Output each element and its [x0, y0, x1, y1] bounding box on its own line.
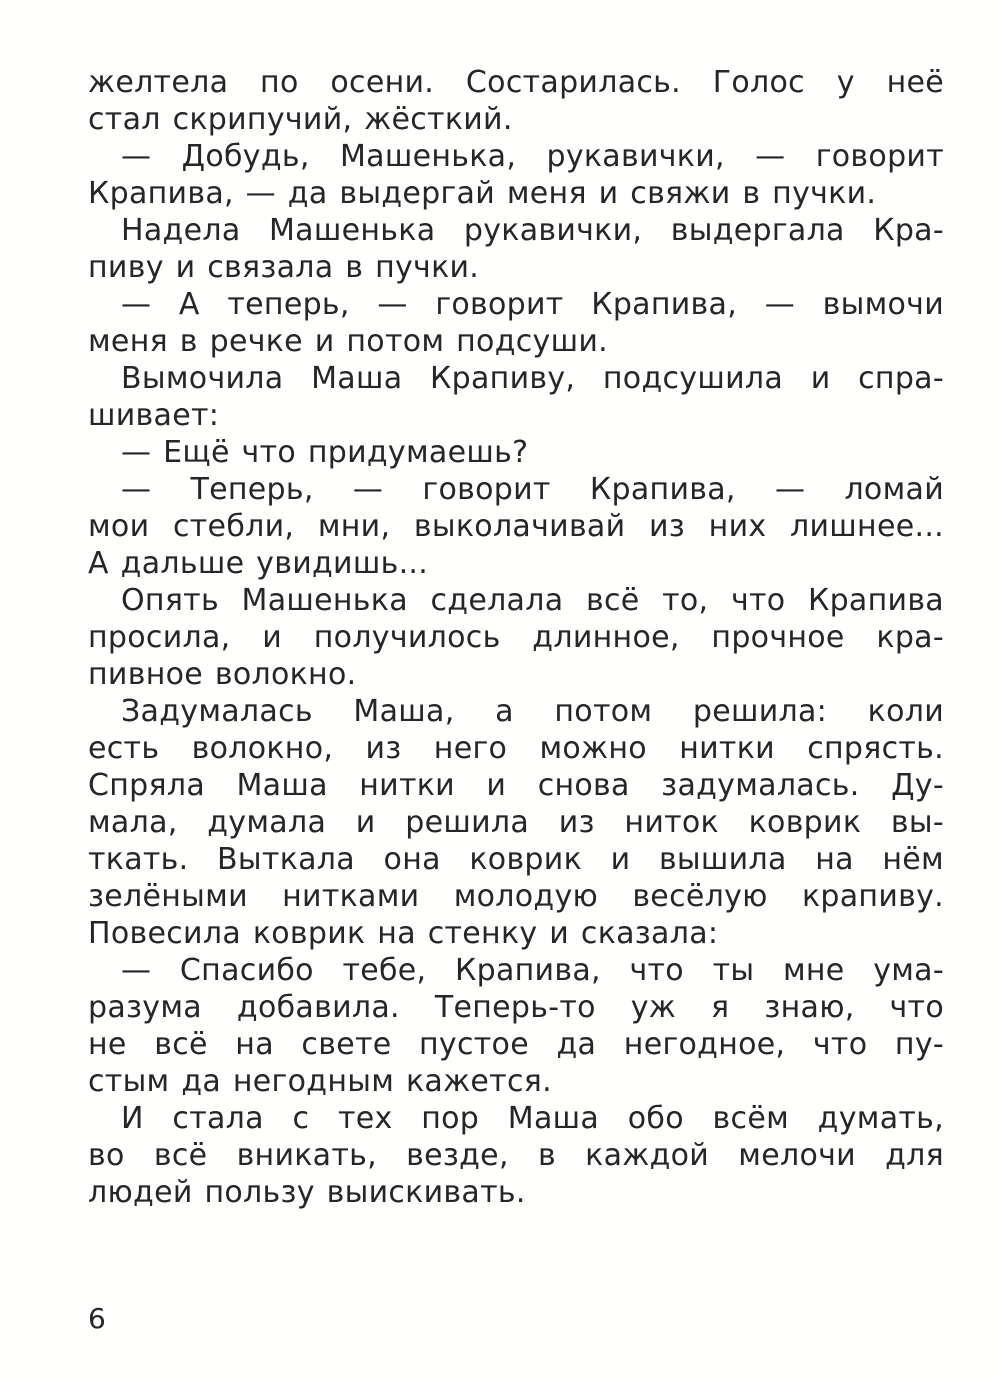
text-line: ткать. Выткала она коврик и вышила на нём: [88, 842, 944, 877]
text-line: А дальше увидишь...: [88, 546, 429, 581]
text-line: — А теперь, — говорит Крапива, — вымочи: [121, 287, 944, 322]
text-line: шивает:: [88, 398, 220, 433]
text-line: желтела по осени. Состарилась. Голос у неё: [88, 65, 944, 100]
page-number: 6: [88, 1302, 106, 1335]
text-line: — Теперь, — говорит Крапива, — ломай: [121, 472, 944, 507]
text-line: не всё на свете пустое да негодное, что пу-: [88, 1027, 944, 1062]
text-line: зелёными нитками молодую весёлую крапиву.: [88, 879, 944, 914]
text-line: пивное волокно.: [88, 657, 357, 692]
text-line: есть волокно, из него можно нитки спрясть.: [88, 731, 944, 766]
text-line: стал скрипучий, жёсткий.: [88, 102, 513, 137]
text-line: Спряла Маша нитки и снова задумалась. Ду-: [88, 768, 944, 803]
text-line: — Спасибо тебе, Крапива, что ты мне ума-: [121, 953, 944, 988]
text-line: во всё вникать, везде, в каждой мелочи для: [88, 1138, 944, 1173]
text-line: Опять Машенька сделала всё то, что Крапива: [121, 583, 944, 618]
text-line: Крапива, — да выдергай меня и свяжи в пучки.: [88, 176, 877, 211]
text-line: Надела Машенька рукавички, выдергала Кра-: [121, 213, 944, 248]
text-line: Повесила коврик на стенку и сказала:: [88, 916, 719, 951]
text-line: людей пользу выискивать.: [88, 1175, 526, 1210]
text-line: разума добавила. Теперь-то уж я знаю, что: [88, 990, 944, 1025]
text-line: — Добудь, Машенька, рукавички, — говорит: [121, 139, 944, 174]
text-line: Вымочила Маша Крапиву, подсушила и спра-: [121, 361, 944, 396]
text-line: просила, и получилось длинное, прочное кра-: [88, 620, 944, 655]
story-text: [88, 64, 944, 1211]
text-line: мои стебли, мни, выколачивай из них лишнее...: [88, 509, 944, 544]
text-line: Задумалась Маша, а потом решила: коли: [121, 694, 944, 729]
text-line: меня в речке и потом подсуши.: [88, 324, 608, 359]
text-line: мала, думала и решила из ниток коврик вы-: [88, 805, 944, 840]
text-line: И стала с тех пор Маша обо всём думать,: [121, 1101, 944, 1136]
text-line: — Ещё что придумаешь?: [121, 435, 529, 470]
text-line: стым да негодным кажется.: [88, 1064, 552, 1099]
text-line: пиву и связала в пучки.: [88, 250, 480, 285]
